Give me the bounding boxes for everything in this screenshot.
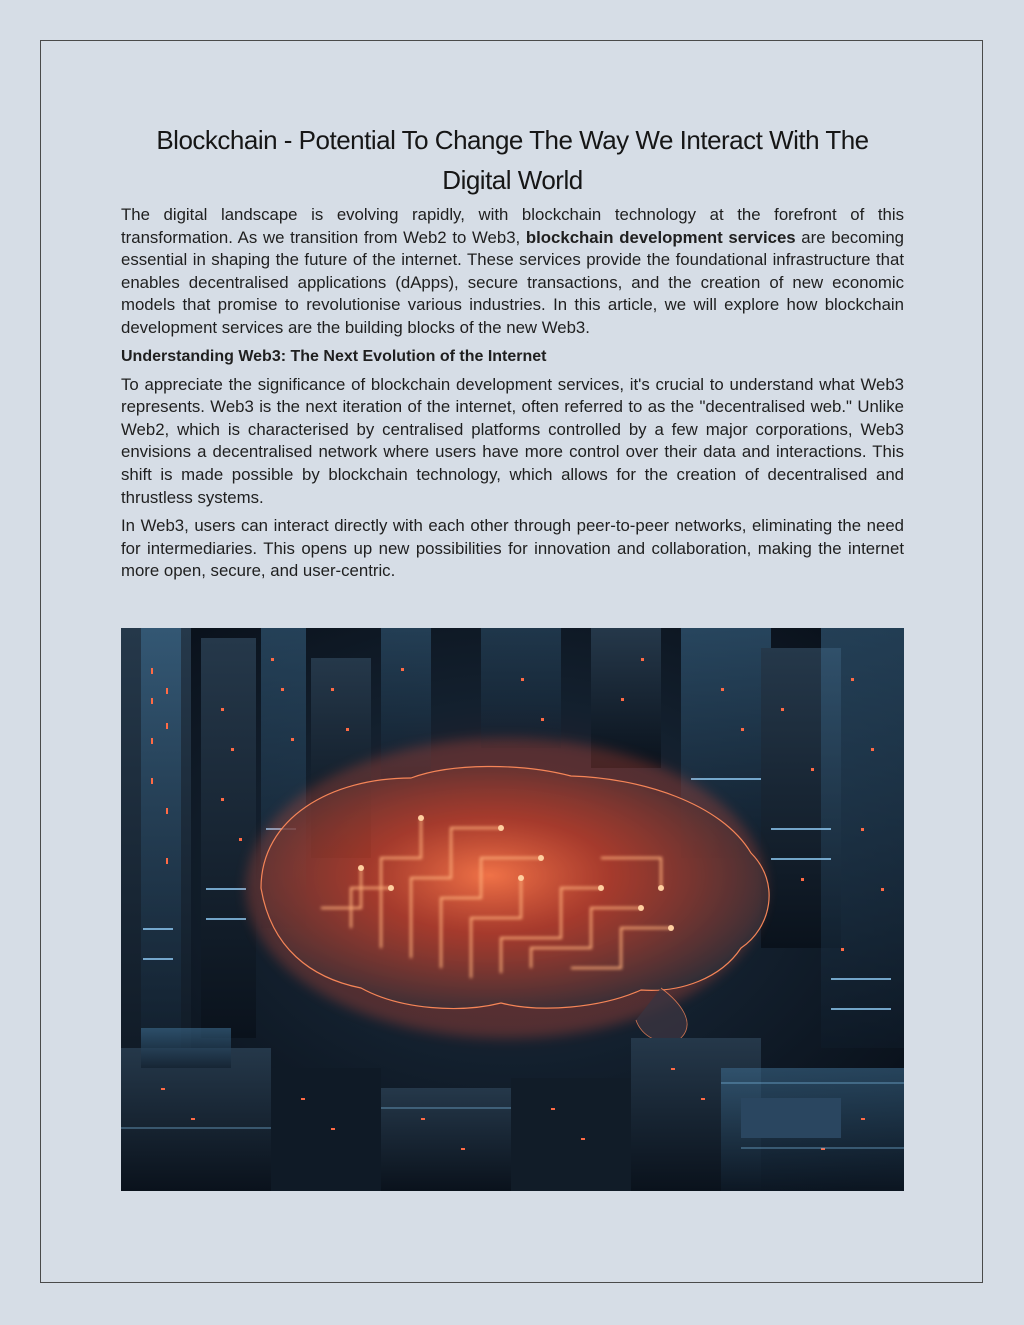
intro-text-2: are becoming essential in shaping the future of the internet. These services provide the foundational infrastructure that enables decentralised applications (dApps), secure transactions, and the creation of new economic models that promise to revolutionise various industries. In this article, we will explore how blockchain development services are the building blocks of the new Web3.	[121, 227, 905, 337]
title-line-1: Blockchain - Potential To Change The Way We Interact With The	[156, 125, 869, 155]
title-line-2: Digital World	[442, 165, 583, 195]
hero-image	[121, 628, 904, 1191]
article-title	[121, 120, 904, 200]
intro-text-1: The digital landscape is evolving rapidly, with blockchain technology at the forefront of this transformation. As we transition from Web2 to Web3,	[121, 205, 904, 247]
web3-paragraph: To appreciate the significance of blockchain development services, it's crucial to understand what Web3 represents. Web3 is the next iteration of the internet, often referred to as the "decentralised web." Unlike Web2, which is characterised by centralised platforms controlled by a few major corporations, Web3 envisions a decentralised network where users have more control over their data and interactions. This shift is made possible by blockchain technology, which allows for the creation of decentralised and thrustless systems.	[121, 374, 904, 507]
intro-bold-term: blockchain development services	[525, 227, 796, 247]
peer-to-peer-paragraph: In Web3, users can interact directly with each other through peer-to-peer networks, eliminating the need for intermediaries. This opens up new possibilities for innovation and collaboration, making the internet more open, secure, and user-centric.	[121, 516, 904, 581]
intro-paragraph	[121, 204, 904, 340]
circuit-brain-city-image	[121, 628, 904, 1191]
section-heading: Understanding Web3: The Next Evolution of the Internet	[121, 347, 547, 365]
article-content	[121, 120, 904, 583]
